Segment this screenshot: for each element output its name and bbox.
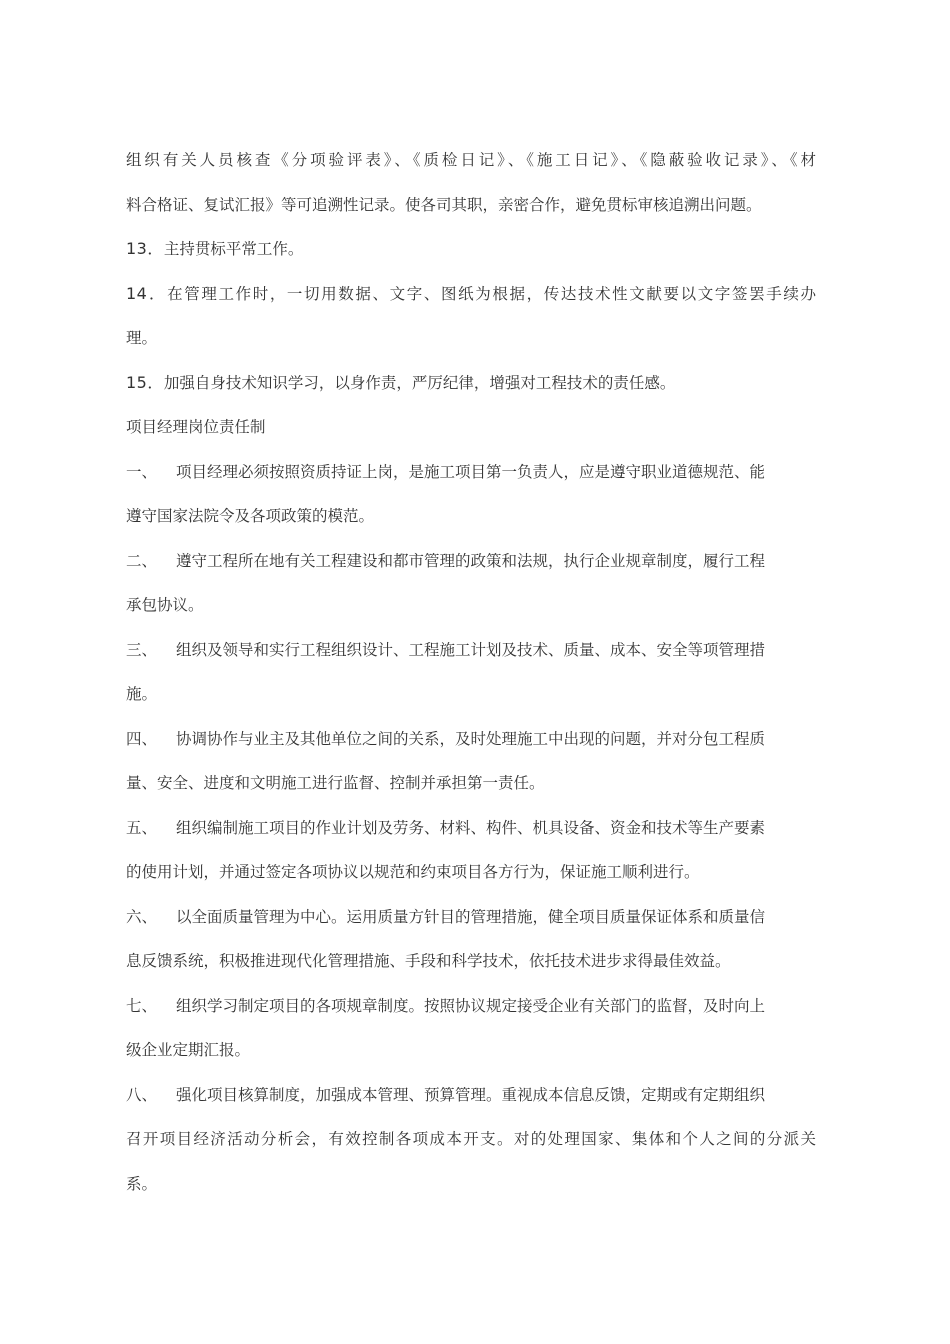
paragraph-line	[126, 183, 816, 228]
item-prefix: 二、	[126, 551, 158, 570]
item-prefix: 六、	[126, 907, 158, 926]
list-item-4	[126, 717, 816, 762]
line-text: 加强自身技术知识学习，以身作责，严厉纪律，增强对工程技术的责任感。	[163, 373, 676, 392]
line-text: 组织编制施工项目的作业计划及劳务、材料、构件、机具设备、资金和技术等生产要素	[176, 818, 766, 837]
line-text: 量、安全、进度和文明施工进行监督、控制并承担第一责任。	[126, 774, 545, 792]
item-prefix: 七、	[126, 996, 158, 1015]
line-text: 级企业定期汇报。	[126, 1041, 251, 1059]
heading-text: 项目经理岗位责任制	[126, 418, 266, 436]
paragraph-line	[126, 583, 816, 628]
paragraph-line	[126, 672, 816, 717]
list-item-7	[126, 984, 816, 1029]
line-text: 组织有关人员核查《分项验评表》、《质检日记》、《施工日记》、《隐蔽验收记录》、《材	[126, 151, 816, 169]
line-text: 协调协作与业主及其他单位之间的关系，及时处理施工中出现的问题，并对分包工程质	[176, 729, 766, 748]
paragraph-line	[126, 1162, 816, 1207]
document-body	[126, 138, 816, 1206]
list-item-2	[126, 539, 816, 584]
line-text: 以全面质量管理为中心。运用质量方针目的管理措施，健全项目质量保证体系和质量信	[176, 907, 766, 926]
line-text: 遵守工程所在地有关工程建设和都市管理的政策和法规，执行企业规章制度，履行工程	[176, 551, 766, 570]
numbered-item-14	[126, 272, 816, 317]
line-text: 项目经理必须按照资质持证上岗，是施工项目第一负责人，应是遵守职业道德规范、能	[176, 462, 766, 481]
item-number: 15．	[126, 372, 164, 392]
line-text: 组织及领导和实行工程组织设计、工程施工计划及技术、质量、成本、安全等项管理措	[176, 640, 766, 659]
line-text: 的使用计划，并通过签定各项协议以规范和约束项目各方行为，保证施工顺利进行。	[126, 863, 700, 881]
paragraph-line	[126, 939, 816, 984]
line-text: 遵守国家法院令及各项政策的模范。	[126, 507, 375, 525]
item-prefix: 四、	[126, 729, 158, 748]
line-text: 召开项目经济活动分析会，有效控制各项成本开支。对的处理国家、集体和个人之间的分派关	[126, 1130, 816, 1148]
line-text: 料合格证、复试汇报》等可追溯性记录。使各司其职，亲密合作，避免贯标审核追溯出问题。	[126, 195, 762, 214]
item-number: 14．	[126, 283, 168, 303]
line-text: 息反馈系统，积极推进现代化管理措施、手段和科学技术，依托技术进步求得最佳效益。	[126, 952, 731, 970]
item-prefix: 三、	[126, 640, 158, 659]
paragraph-line	[126, 138, 816, 183]
line-text: 组织学习制定项目的各项规章制度。按照协议规定接受企业有关部门的监督，及时向上	[176, 996, 766, 1015]
item-prefix: 一、	[126, 462, 158, 481]
list-item-6	[126, 895, 816, 940]
item-number: 13．	[126, 239, 164, 258]
list-item-8	[126, 1073, 816, 1118]
numbered-item-13	[126, 227, 816, 272]
line-text: 施。	[126, 685, 158, 703]
line-text: 在管理工作时，一切用数据、文字、图纸为根据，传达技术性文献要以文字签罢手续办	[167, 284, 816, 303]
section-heading	[126, 405, 816, 450]
paragraph-line	[126, 316, 816, 361]
line-text: 理。	[126, 329, 158, 347]
line-text: 承包协议。	[126, 596, 204, 614]
paragraph-line	[126, 850, 816, 895]
line-text: 主持贯标平常工作。	[163, 240, 304, 258]
line-text: 系。	[126, 1174, 158, 1193]
paragraph-line	[126, 494, 816, 539]
list-item-3	[126, 628, 816, 673]
line-text: 强化项目核算制度，加强成本管理、预算管理。重视成本信息反馈，定期或有定期组织	[176, 1085, 766, 1104]
paragraph-line	[126, 1117, 816, 1162]
paragraph-line	[126, 1028, 816, 1073]
paragraph-line	[126, 761, 816, 806]
numbered-item-15	[126, 361, 816, 406]
list-item-5	[126, 806, 816, 851]
item-prefix: 八、	[126, 1085, 158, 1104]
item-prefix: 五、	[126, 818, 158, 837]
list-item-1	[126, 450, 816, 495]
